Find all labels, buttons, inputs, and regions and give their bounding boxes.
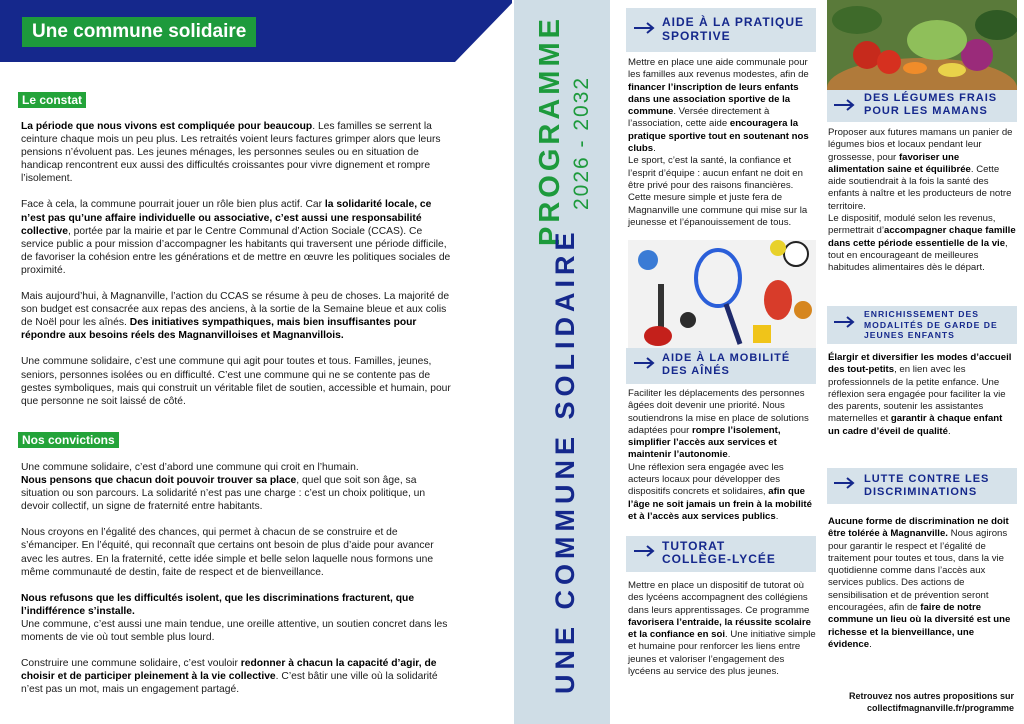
discrim-text: Aucune forme de discrimination ne doit être tolérée à Magnanville. Nous agirons pour garantir le respect et l’égalité de traitement pour toutes et tous, dans la vie quotidienne comme dans l’accès aux services publics. Des actions de sensibilisation et de prévention seront encouragées, afin de faire de notre commune un lieu où la diversité est une richesse et la bienveillance, une évidence. xyxy=(828,516,1011,650)
legumes-text: Proposer aux futures mamans un panier de légumes bios et locaux pendant leur grossesse, pour favoriser une alimentation saine et équilibrée. Cette aide soutiendrait à la fois la santé des enfants à naître et les producteurs de notre territoire. Le dispositif, modulé selon les revenus, permettrait d’accompagner chaque famille dans cette période essentielle de la vie, tout en encourageant de meilleures habitudes alimentaires dès le départ. xyxy=(828,127,1016,274)
constat-text: La période que nous vivons est compliquée pour beaucoup. Les familles se serrent la ceinture chaque mois un peu plus. Les retraités voient leurs factures grimper alors que leurs pensions n’évoluent pas. Les jeunes ménages, les personnes seules ou en situation de handicap rencontrent eux aussi des difficultés croissantes pour vivre dignement et rompre l’isolement. Face à cela, la commune pourrait jouer un rôle bien plus actif. Car la solidarité locale, ce n’est pas qu’une affaire individuelle ou associative, c’est aussi une responsabilité collective, portée par la mairie et par le Centre Communal d’Action Sociale (CCAS). Ce service public a pour mission d’accompagner les habitants qui traversent une période difficile, de favoriser la cohésion entre les générations et de mettre en œuvre les politiques sociales de proximité. Mais aujourd’hui, à Magnanville, l’action du CCAS se résume à peu de choses. La majorité de son budget est consacrée aux repas des anciens, à la sortie de la Semaine bleue et aux colis de Noël pour les aînés. Des initiatives sympathiques, mais bien insuffisantes pour répondre aux besoins réels des Magnanvilloises et Magnanvillois. Une commune solidaire, c’est une commune qui agit pour toutes et tous. Familles, jeunes, seniors, personnes isolées ou en difficulté. C’est une commune qui ne se contente pas de gestes symboliques, mais qui construit un véritable filet de soutien, accessible et humain, pour que personne ne soit laissé de côté. xyxy=(21,121,451,407)
tutorat-title: TUTORAT COLLÈGE-LYCÉE xyxy=(662,539,776,566)
page-title: Une commune solidaire xyxy=(22,17,256,47)
arrow-right-icon xyxy=(834,477,856,489)
legumes-title: DES LÉGUMES FRAIS POUR LES MAMANS xyxy=(864,92,998,117)
constat-tag: Le constat xyxy=(18,92,86,108)
arrow-right-icon xyxy=(634,545,656,557)
sports-equipment-image xyxy=(628,240,816,348)
commune-vertical-title: UNE COMMUNE SOLIDAIRE xyxy=(550,227,580,694)
vegetables-image xyxy=(827,0,1017,90)
arrow-right-icon xyxy=(834,316,856,328)
arrow-right-icon xyxy=(634,357,656,369)
programme-label: PROGRAMME xyxy=(534,15,566,246)
discrim-title: LUTTE CONTRE LES DISCRIMINATIONS xyxy=(864,473,990,498)
sport-title: AIDE À LA PRATIQUE SPORTIVE xyxy=(662,15,805,43)
garde-title: ENRICHISSEMENT DES MODALITÉS DE GARDE DE JEUNES ENFANTS xyxy=(864,309,998,340)
garde-text: Élargir et diversifier les modes d’accueil des tout-petits, en lien avec les professionnels de la petite enfance. Une réflexion sera engagée pour faciliter la vie des parents, soutenir les assistantes maternelles et garantir à chaque enfant un cadre d’éveil de qualité. xyxy=(828,352,1012,437)
mobilite-text: Faciliter les déplacements des personnes âgées doit devenir une priorité. Nous soutiendrons la mise en place de solutions adaptées pour rompre l’isolement, simplifier l’accès aux services et maintenir l’autonomie. Une réflexion sera engagée avec les acteurs locaux pour développer des dispositifs concrets et solidaires, afin que l’âge ne soit jamais un frein à la mobilité et à l’accès aux services publics. xyxy=(628,388,812,522)
convictions-text: Une commune solidaire, c’est d’abord une commune qui croit en l’humain. Nous pensons que chacun doit pouvoir trouver sa place, quel que soit son âge, sa situation ou son parcours. La solidarité n’est pas une charge : c’est un choix politique, un devoir collectif, un signe de fraternité entre habitants. Nous croyons en l’égalité des chances, qui permet à chacun de se construire et de s’émanciper. En l’équité, qui reconnaît que certains ont besoin de plus d’aide pour avancer avec les autres. En la fraternité, cette idée simple et belle selon laquelle nous formons une même communauté de destin, faite de respect et de bienveillance. Nous refusons que les difficultés isolent, que les discriminations fracturent, que l’indifférence s’installe. Une commune, c’est aussi une main tendue, une oreille attentive, un soutien concret dans les moments de vie où tout semble plus lourd. Construire une commune solidaire, c’est vouloir redonner à chacun la capacité d’agir, de choisir et de participer pleinement à la vie collective. C’est bâtir une ville où la solidarité n’est pas un mot, mais un engagement partagé. xyxy=(21,462,448,696)
sport-text: Mettre en place une aide communale pour les familles aux revenus modestes, afin de financer l’inscription de leurs enfants dans une association sportive de la commune. Versée directement à l’association, cette aide encouragera la pratique sportive tout en soutenant nos clubs. Le sport, c’est la santé, la confiance et l’esprit d’équipe : aucun enfant ne doit en être privé pour des raisons financières. Cette mesure simple et juste fera de Magnanville une commune qui mise sur la jeunesse et l’épanouissement de tous. xyxy=(628,57,809,228)
mobilite-title: AIDE À LA MOBILITÉ DES AÎNÉS xyxy=(662,352,791,377)
programme-years: 2026 - 2032 xyxy=(570,75,593,210)
arrow-right-icon xyxy=(834,99,856,111)
arrow-right-icon xyxy=(634,22,656,34)
tutorat-text: Mettre en place un dispositif de tutorat où des lycéens accompagnent des collégiens dans leurs apprentissages. Ce programme favorisera l’entraide, la réussite scolaire et la confiance en soi. Une initiative simple et humaine pour renforcer les liens entre jeunes et valoriser l’engagement des lycéens au service des plus jeunes. xyxy=(628,580,816,678)
footer-note xyxy=(849,690,1014,714)
footer-link[interactable]: collectifmagnanville.fr/programme xyxy=(866,703,1014,713)
footer-line1: Retrouvez nos autres propositions sur xyxy=(848,691,1014,701)
convictions-tag: Nos convictions xyxy=(18,432,119,448)
